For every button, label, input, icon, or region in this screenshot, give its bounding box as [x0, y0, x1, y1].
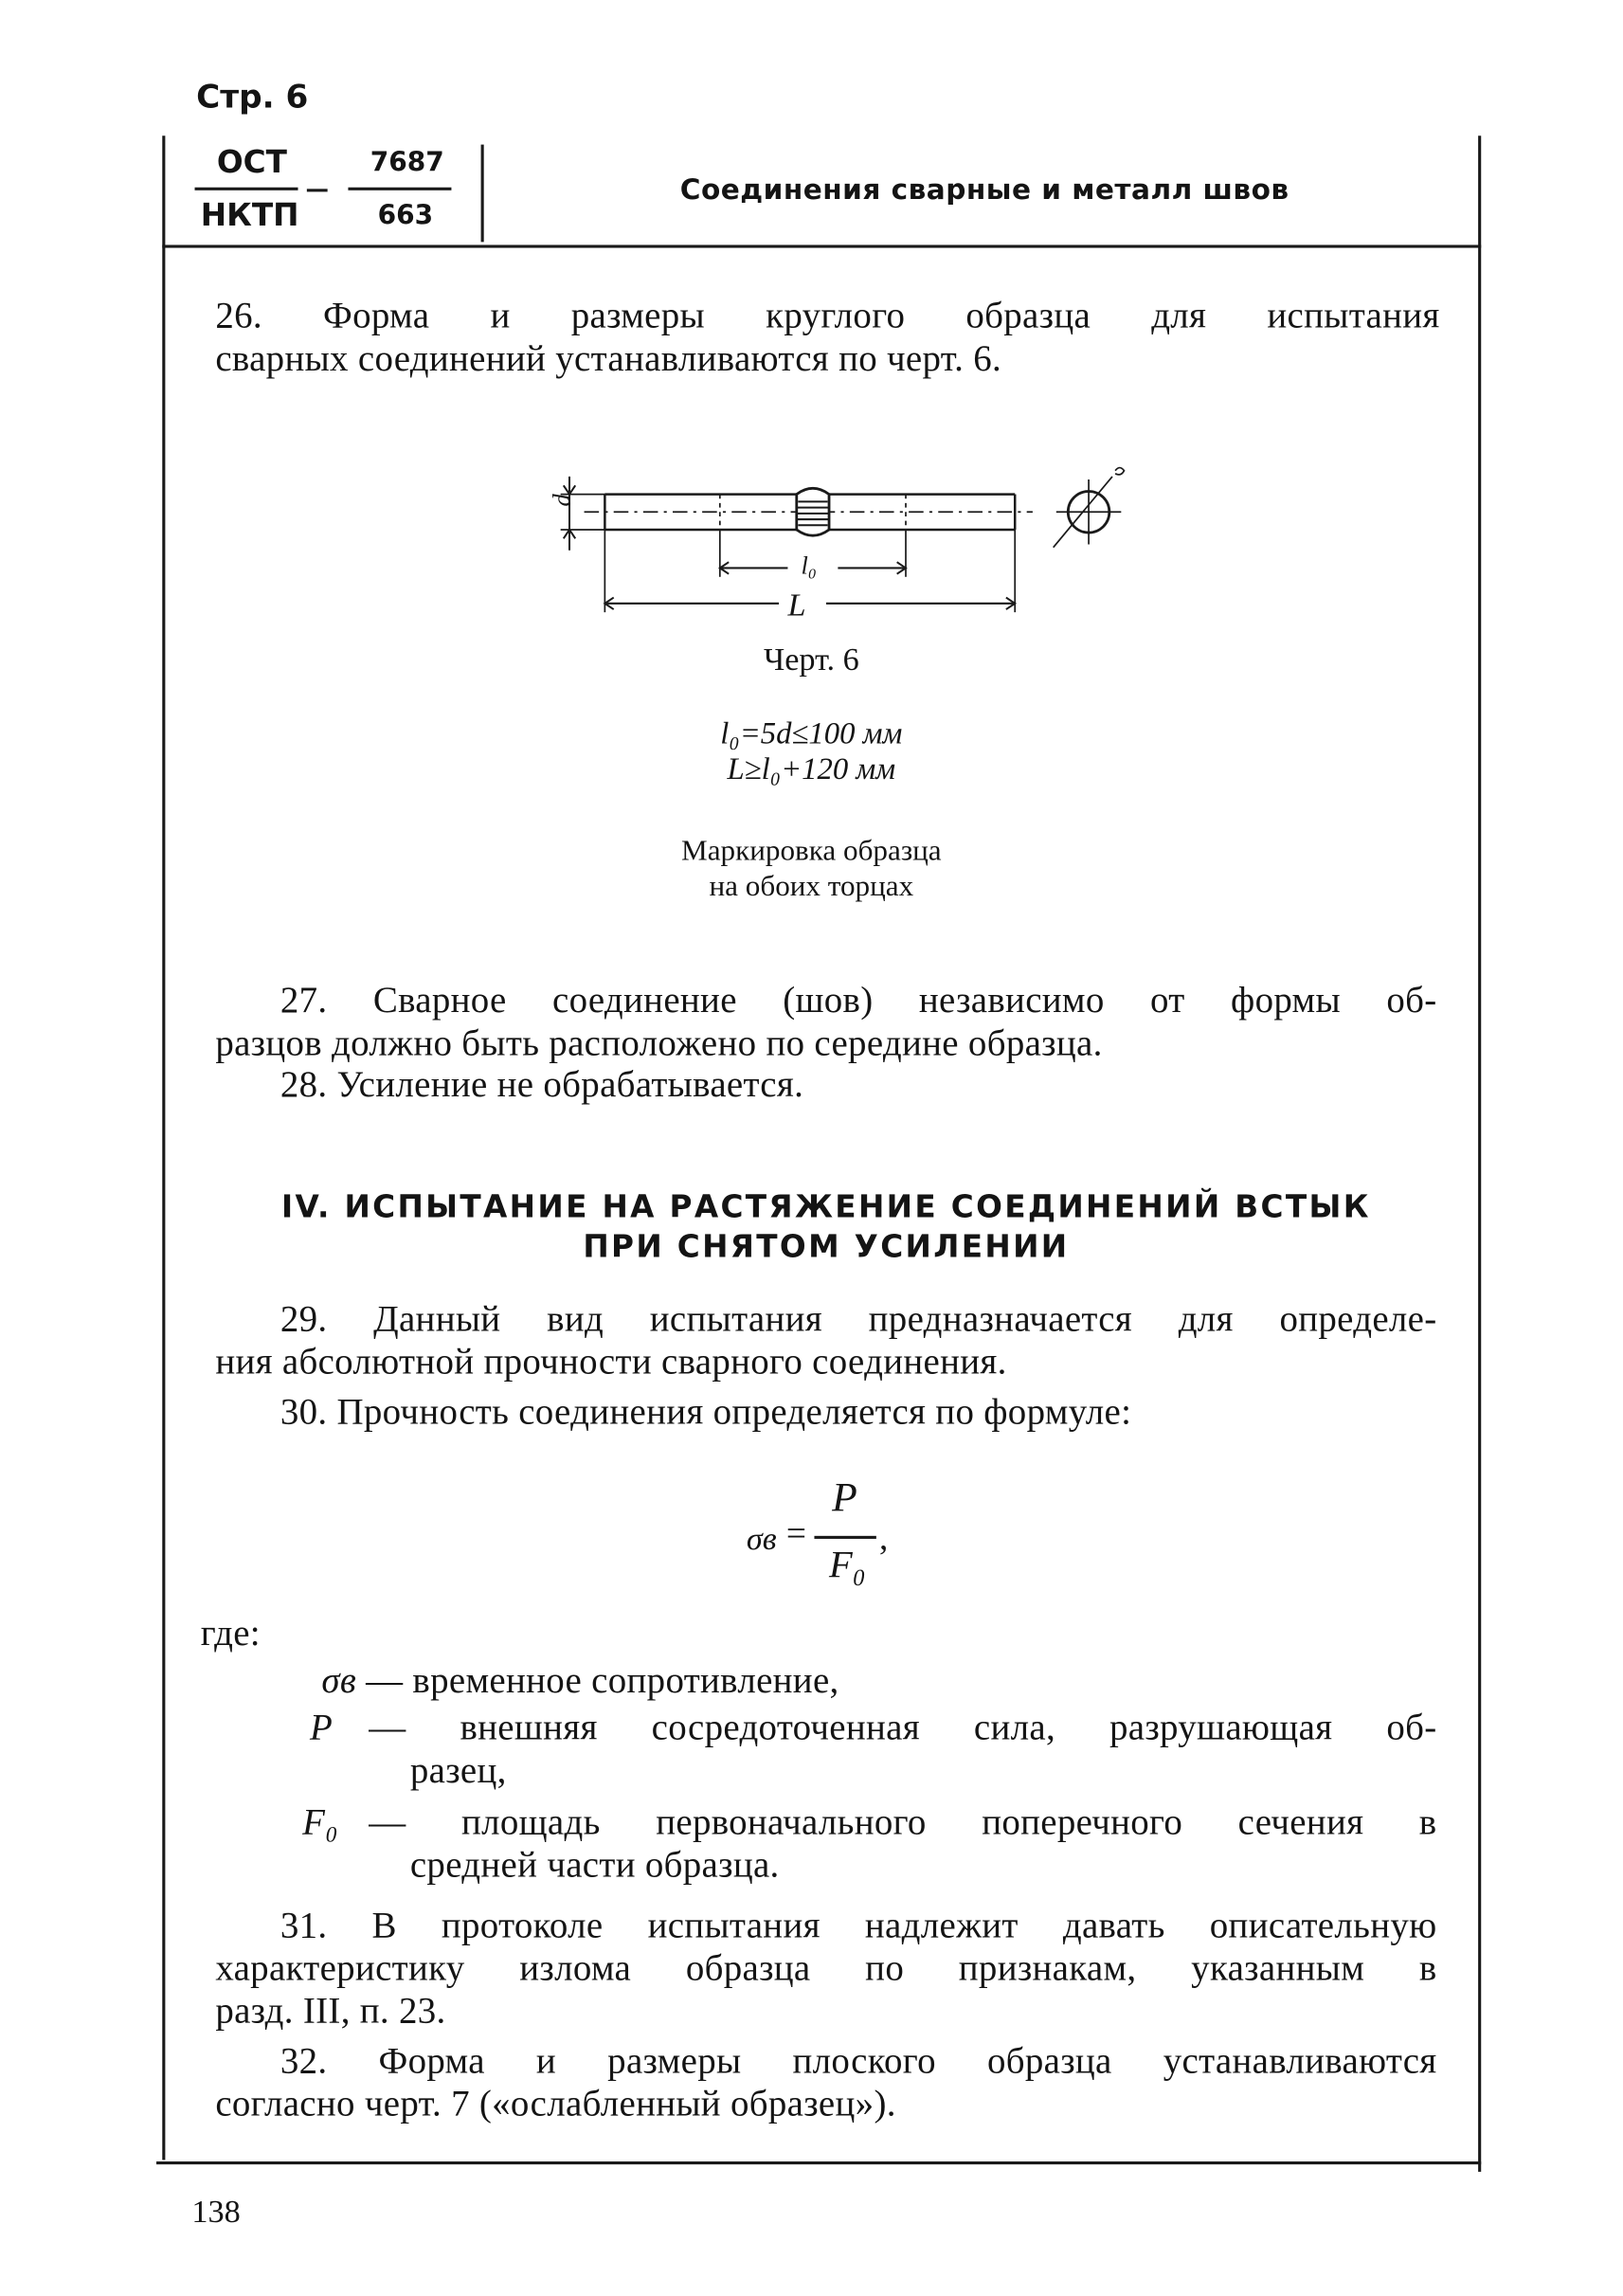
round-specimen-drawing: [546, 450, 1136, 635]
paragraph-32-line-1: 32. Форма и размеры плоского образца устанавливаются: [280, 2041, 1437, 2082]
paragraph-31-line-3: разд. III, п. 23.: [215, 1991, 446, 2032]
frame-left-border: [162, 136, 165, 2160]
paragraph-30: 30. Прочность соединения определяется по формуле:: [280, 1392, 1132, 1433]
document-title: Соединения сварные и металл швов: [679, 173, 1289, 207]
definition-symbol-p: P: [309, 1708, 334, 1749]
standard-code-bottom: НКТП: [200, 197, 299, 234]
header-column-divider: [481, 145, 484, 243]
formula-numerator: P: [832, 1475, 857, 1522]
formula-trailing-comma: ,: [878, 1519, 889, 1559]
formula-lhs: σв: [746, 1519, 777, 1557]
dimension-label-L: L: [787, 586, 806, 624]
header-divider: [162, 244, 1481, 247]
paragraph-26-line-1: 26. Форма и размеры круглого образца для испытания: [215, 296, 1440, 336]
paragraph-29-line-1: 29. Данный вид испытания предназначается для определе-: [280, 1299, 1437, 1340]
frame-bottom-border: [156, 2161, 1481, 2164]
formula-fraction-bar: [814, 1536, 875, 1538]
formula-denominator: F₀: [829, 1543, 866, 1586]
figure-6-note-line-1: Маркировка образца: [681, 835, 942, 868]
figure-6-note-line-2: на обоих торцах: [709, 870, 914, 903]
formula-equals: =: [785, 1515, 806, 1554]
where-label: где:: [200, 1614, 261, 1654]
definition-symbol-f0: F₀: [302, 1802, 339, 1843]
paragraph-26-line-2: сварных соединений устанавливаются по черт. 6.: [215, 339, 1002, 380]
paragraph-28: 28. Усиление не обрабатывается.: [280, 1065, 804, 1106]
end-view-marking-sign: [1115, 468, 1124, 475]
frame-right-border: [1478, 136, 1481, 2172]
paragraph-31-line-2: характеристику излома образца по признакам, указанным в: [215, 1948, 1437, 1989]
paragraph-27-line-2: разцов должно быть расположено по середине образца.: [215, 1023, 1103, 1064]
fraction-bar-left: [195, 188, 298, 190]
section-4-heading-line-1: IV. ИСПЫТАНИЕ НА РАСТЯЖЕНИЕ СОЕДИНЕНИЙ ВСТЫК: [281, 1188, 1371, 1225]
definition-symbol-sigma: σв: [321, 1661, 357, 1702]
definition-text-f0-line-1: — площадь первоначального поперечного сечения в: [369, 1802, 1437, 1843]
standard-number-bottom: 663: [377, 200, 434, 232]
definition-text-f0-line-2: средней части образца.: [409, 1845, 780, 1886]
section-4-heading-line-2: ПРИ СНЯТОМ УСИЛЕНИИ: [583, 1228, 1070, 1265]
definition-text-sigma: — временное сопротивление,: [366, 1661, 839, 1702]
figure-6-formula-2: L≥l₀+120 мм: [727, 750, 896, 786]
standard-number-top: 7687: [370, 147, 444, 179]
definition-text-p-line-2: разец,: [409, 1751, 507, 1792]
standard-code-top: ОСТ: [216, 144, 287, 180]
paragraph-32-line-2: согласно черт. 7 («ослабленный образец»).: [215, 2085, 896, 2125]
figure-6-caption: Черт. 6: [763, 640, 859, 678]
fraction-bar-right: [348, 188, 451, 190]
page-label: Стр. 6: [196, 80, 309, 118]
dimension-label-l0: l₀: [801, 551, 818, 580]
paragraph-29-line-2: ния абсолютной прочности сварного соединения.: [215, 1342, 1007, 1383]
definition-text-p-line-1: — внешняя сосредоточенная сила, разрушающая об-: [369, 1708, 1437, 1749]
footer-page-number: 138: [191, 2192, 241, 2230]
weld-bead-outline: [797, 488, 829, 535]
paragraph-31-line-1: 31. В протоколе испытания надлежит давать описательную: [280, 1906, 1437, 1946]
fraction-dash: [307, 189, 328, 191]
paragraph-27-line-1: 27. Сварное соединение (шов) независимо от формы об-: [280, 981, 1437, 1021]
figure-6-formula-1: l₀=5d≤100 мм: [720, 715, 903, 751]
dimension-label-d: d: [548, 494, 576, 507]
